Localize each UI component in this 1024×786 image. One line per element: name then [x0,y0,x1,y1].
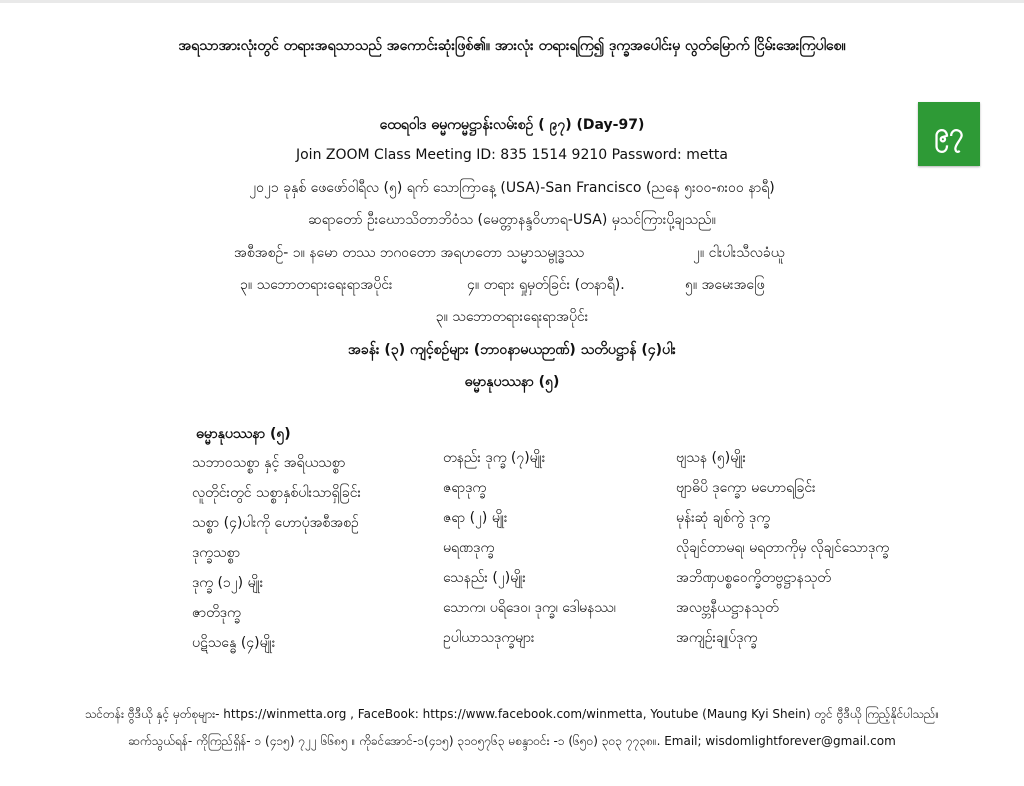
list-item: ဇရာ (၂) မျိုး [443,510,508,526]
list-item: ဥပါယာသဒုက္ခများ [443,630,535,646]
outline-column-2 [443,446,616,656]
list-item: ဇာတိဒုက္ခ [192,605,241,621]
list-item: မရဏဒုက္ခ [443,540,495,556]
agenda-item-5: ၅။ အမေးအဖြေ [685,277,765,293]
list-item: သဘာဝသစ္စာ နှင့် အရိယသစ္စာ [192,455,346,471]
list-item: လိုချင်တာမရ၊ မရတာကိုမှ လိုချင်သောဒုက္ခ [676,540,889,556]
outline-column-1 [192,451,361,661]
list-item: အဘိဏှပစ္စဝေက္ခိတဗ္ဗဋ္ဌာနသုတ် [676,570,831,586]
list-item: မုန်းဆုံ ချစ်ကွဲ ဒုက္ခ [676,510,770,526]
section-heading: ၃။ သဘောတရားရေးရာအပိုင်း [435,309,589,325]
list-item: ဗျသန (၅)မျိုး [676,450,747,466]
day-number-badge: ၉၇ [918,102,980,166]
footer-contacts: ဆက်သွယ်ရန်- ကိုကြည်ရှိန်- ၁ (၄၁၅) ၇၂၂ ၆၆၈၅ ။ ကိုခင်အောင်-၁(၄၁၅) ၃၁၀၅၇၆၃ မစန္ဒာဝင်း -၁ (၆၅၀) ၃၀၃ ၇၇၃၈။. Email; wisdomlightforever@gmail.com [128,734,896,748]
list-item: လူတိုင်းတွင် သစ္စာနှစ်ပါးသာရှိခြင်း [192,485,362,501]
list-item: ပဋိသန္ဓေ (၄)မျိုး [192,635,276,651]
agenda-item-2: ၂။ ငါးပါးသီလခံယူ [693,245,785,261]
banner-text: အရသာအားလုံးတွင် တရားအရသာသည် အကောင်းဆုံးဖြစ်၏။ အားလုံး တရားရကြ၍ ဒုက္ခအပေါင်းမှ လွတ်မြောက် ငြိမ်းအေးကြပါစေ။ [178,38,846,54]
outline-column-3 [676,446,889,656]
list-item: ဒုက္ခ (၁၂) မျိုး [192,575,264,591]
page-title: ထေရဝါဒ ဓမ္မကမ္မဋ္ဌာန်းလမ်းစဉ် ( ၉၇) (Day-97) [379,117,645,133]
topic-heading: ဓမ္မာနုပဿနာ (၅) [464,374,560,390]
teacher-line: ဆရာတော် ဦးဃောသိတာဘိဝံသ (မေတ္တာနန္ဒဝိဟာရ-USA) မှသင်ကြားပို့ချသည်။ [308,212,716,228]
list-item: အကျဉ်းချုပ်ဒုက္ခ [676,630,758,646]
top-border [0,0,1024,3]
list-item: သောက၊ ပရိဒေဝ၊ ဒုက္ခ၊ ဒေါမနဿ၊ [443,600,616,616]
list-item: ဇရာဒုက္ခ [443,480,487,496]
agenda-item-4: ၄။ တရား ရှုမှတ်ခြင်း (တနာရီ). [467,277,625,293]
zoom-info: Join ZOOM Class Meeting ID: 835 1514 9210 Password: metta [295,147,729,163]
list-item: ဗျာဓိပိ ဒုက္ခော မဟောရခြင်း [676,480,816,496]
list-item: သစ္စာ (၄)ပါးကို ဟောပုံအစီအစဉ် [192,515,359,531]
date-line: ၂၀၂၁ ခုနှစ် ဖေဖော်ဝါရီလ (၅) ရက် သောကြာနေ့ (USA)-San Francisco (ညနေ ၅း၀၀-၈း၀၀ နာရီ) [249,180,775,196]
outline-heading: ဓမ္မာနုပဿနာ (၅) [196,426,291,442]
list-item: အလဗ္ဘနီယဋ္ဌာနသုတ် [676,600,779,616]
list-item: သေနည်း (၂)မျိုး [443,570,526,586]
list-item: ဒုက္ခသစ္စာ [192,545,241,561]
agenda-item-3: ၃။ သဘောတရားရေးရာအပိုင်း [240,277,393,293]
footer-links: သင်တန်း ဗွီဒီယို နှင့် မှတ်စုများ- https://winmetta.org , FaceBook: https://www.facebook.com/winmetta, Youtube (Maung Kyi Shein) တွင် ဗွီဒီယို ကြည့်နိုင်ပါသည်။ [84,707,940,721]
agenda-item-1: အစီအစဉ်- ၁။ နမော တဿ ဘဂဝတော အရဟတော သမ္မာသမ္ဗုဒ္ဓဿ [234,245,584,261]
list-item: တနည်း ဒုက္ခ (၇)မျိုး [443,450,546,466]
lesson-heading: အခန်း (၃) ကျင့်စဉ်များ (ဘာဝနာမယဉာဏ်) သတိပဋ္ဌာန် (၄)ပါး [348,342,676,358]
